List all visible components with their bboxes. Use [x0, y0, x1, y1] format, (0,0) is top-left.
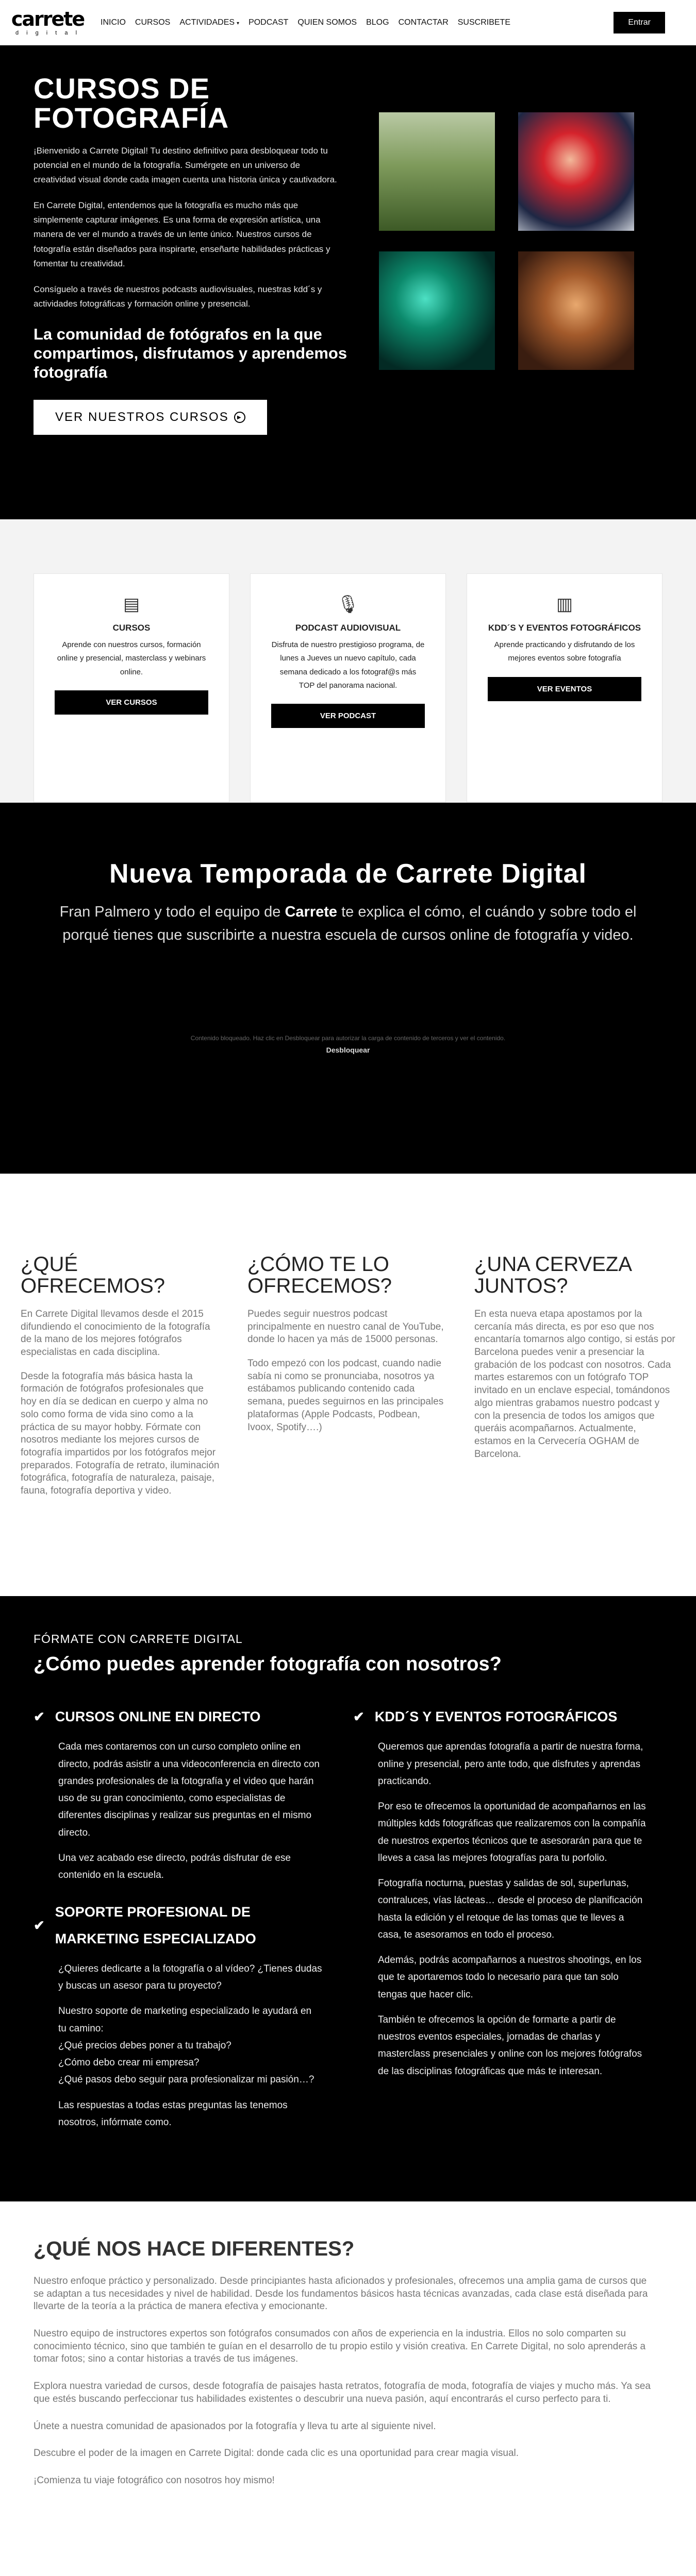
different-p3: Explora nuestra variedad de cursos, desde fotografía de paisajes hasta retratos, fotografía de moda, fotografía de viajes y mucho más. Ya sea que estés buscando perfeccionar tus habilidades existentes o descubrir una nueva pasión, aquí encontrarás el curso perfecto para ti.: [34, 2381, 651, 2404]
offer-how-title: ¿CÓMO TE LO OFRECEMOS?: [247, 1253, 392, 1297]
aurora-photo: [379, 251, 495, 370]
view-courses-card-button[interactable]: VER CURSOS: [55, 690, 208, 715]
different-p1: Nuestro enfoque práctico y personalizado. Desde principiantes hasta aficionados y profesionales, ofrecemos una amplia gama de cursos que se adaptan a tus necesidades y nivel de habilidad. Desde los fundamentos básicos hasta técnicas avanzadas, cada clase está diseñada para llevarte de la teoría a la práctica de manera efectiva y emocionante.: [34, 2276, 648, 2312]
learn-events-p1: Queremos que aprendas fotografía a partir de nuestra forma, online y presencial, pero ante todo, que disfrutes y aprendas practicando.: [378, 1741, 643, 1787]
offer-what-p2: Desde la fotografía más básica hasta la formación de fotógrafos profesionales que hoy en día se dedican en cuerpo y alma no solo como forma de vida sino como a la práctica de su mayor hobby. Fórmate con nosotros mediante los mejores cursos de fotografía impartidos por los fotógrafos mejor preparados. Fotografía de retrato, iluminación fotográfica, fotografía de naturaleza, paisaje, fauna, fotografía deportiva y video.: [21, 1370, 220, 1496]
offer-how-p1: Puedes seguir nuestros podcast principalmente en nuestro canal de YouTube, donde lo hacen ya más de 15000 personas.: [247, 1309, 444, 1345]
card-courses: [34, 573, 229, 803]
check-icon: ✔: [34, 1917, 45, 1933]
learn-events-p4: Además, podrás acompañarnos a nuestros shootings, en los que te aportaremos todo lo necesario para que tan solo tengas que hacer clic.: [378, 1955, 642, 2000]
learn-marketing-p1: ¿Quieres dedicarte a la fotografía o al vídeo? ¿Tienes dudas y buscas un asesor para tu proyecto?: [58, 1963, 322, 1992]
nav-item-contactar[interactable]: CONTACTAR: [398, 18, 449, 27]
nav-item-inicio[interactable]: INICIO: [101, 18, 126, 27]
view-courses-button[interactable]: [34, 400, 267, 435]
card-courses-title: CURSOS: [112, 623, 151, 633]
different-p4: Únete a nuestra comunidad de apasionados por la fotografía y lleva tu arte al siguiente nivel.: [34, 2420, 436, 2432]
video-text-before: Fran Palmero y todo el equipo de: [59, 904, 285, 920]
card-events-title: KDD´S Y EVENTOS FOTOGRÁFICOS: [488, 623, 641, 633]
hero-title: CURSOS DE FOTOGRAFÍA: [34, 72, 229, 134]
nav-item-suscribete[interactable]: SUSCRIBETE: [457, 18, 510, 27]
login-button[interactable]: Entrar: [614, 12, 665, 33]
offer-section: [0, 1174, 696, 1596]
learn-title: ¿Cómo puedes aprender fotografía con nosotros?: [34, 1653, 502, 1675]
offer-beer-title: ¿UNA CERVEZA JUNTOS?: [474, 1253, 631, 1297]
hero-subtitle: La comunidad de fotógrafos en la que compartimos, disfrutamos y aprendemos fotografía: [34, 325, 347, 382]
card-podcast: [250, 573, 446, 803]
site-logo[interactable]: [10, 9, 85, 36]
nav-item-actividades[interactable]: [179, 18, 239, 27]
hero-paragraph-2: En Carrete Digital, entendemos que la fotografía es mucho más que simplemente capturar imágenes. Es una forma de expresión artística, una manera de ver el mundo a través de un lente único. Nuestros cursos de fotografía están diseñados para inspirarte, enseñarte habilidades prácticas y fomentar tu creatividad.: [34, 200, 330, 268]
learn-events-p3: Fotografía nocturna, puestas y salidas de sol, superlunas, contraluces, vías lácteas… desde el proceso de planificación hasta la edición y el retoque de las tomas que te lleves a casa, te asesoramos en todo el proceso.: [378, 1878, 643, 1940]
video-section: [0, 803, 696, 1174]
nav-item-blog[interactable]: BLOG: [366, 18, 389, 27]
check-icon: ✔: [353, 1708, 364, 1724]
document-icon: ▤: [123, 595, 140, 614]
services-section: [0, 519, 696, 803]
check-icon: ✔: [34, 1708, 45, 1724]
classic-section: [0, 2572, 696, 2576]
logo-word: carrete: [11, 7, 85, 30]
microphone-icon: 🎙: [337, 595, 359, 614]
chevron-down-icon: ▾: [237, 20, 240, 26]
card-events: [467, 573, 662, 803]
view-events-button[interactable]: VER EVENTOS: [488, 677, 641, 701]
learn-marketing-p2: Nuestro soporte de marketing especializado le ayudará en tu camino: ¿Qué precios debes poner a tu trabajo? ¿Cómo debo crear mi empresa? ¿Qué pasos debo seguir para profesionalizar mi pasión…?: [58, 2006, 314, 2086]
athlete-photo: [518, 112, 634, 231]
offer-column-beer: [474, 1253, 675, 1596]
learn-events-heading: [353, 1704, 647, 1730]
learn-right-column: [353, 1688, 647, 2131]
card-events-text: Aprende practicando y disfrutando de los mejores eventos sobre fotografía: [494, 640, 635, 663]
nav-item-actividades-label: ACTIVIDADES: [179, 18, 235, 27]
hero-paragraph-1: ¡Bienvenido a Carrete Digital! Tu destino definitivo para desbloquear todo tu potencial en el mundo de la fotografía. Sumérgete en un universo de creatividad visual donde cada imagen cuenta una historia única y cautivadora.: [34, 146, 337, 185]
different-p6: ¡Comienza tu viaje fotográfico con nosotros hoy mismo!: [34, 2475, 275, 2486]
learn-events-title: KDD´S Y EVENTOS FOTOGRÁFICOS: [374, 1709, 618, 1724]
card-courses-text: Aprende con nuestros cursos, formación online y presencial, masterclass y webinars online.: [57, 640, 206, 676]
view-courses-label: VER NUESTROS CURSOS: [55, 410, 229, 425]
offer-column-what: [21, 1253, 222, 1596]
logo-subtitle: d i g i t a l: [15, 29, 80, 36]
nav-item-cursos[interactable]: CURSOS: [135, 18, 171, 27]
card-podcast-text: Disfruta de nuestro prestigioso programa, de lunes a Jueves un nuevo capítulo, cada semana dedicado a los fotograf@s más TOP del panorama nacional.: [271, 640, 425, 690]
unblock-button[interactable]: Desbloquear: [326, 1045, 370, 1054]
offer-beer-p1: En esta nueva etapa apostamos por la cercanía más directa, es por eso que nos encantaría tomarnos algo contigo, si estás por Barcelona puedes venir a presenciar la grabación de los podcast con nosotros. Cada martes estaremos con un fotógrafo TOP invitado en un enclave especial, tomándonos algo mientras grabamos nuestro podcast y con la presencia de todos los amigos que queráis acompañarnos. Actualmente, estamos en la Cervecería OGHAM de Barcelona.: [474, 1309, 675, 1460]
main-menu: [101, 18, 510, 27]
learn-grid: [34, 1688, 696, 2131]
offer-column-how: [247, 1253, 449, 1596]
different-p5: Descubre el poder de la imagen en Carrete Digital: donde cada clic es una oportunidad para crear magia visual.: [34, 2448, 519, 2459]
mug-icon: ▥: [556, 595, 573, 614]
learn-kicker: FÓRMATE CON CARRETE DIGITAL: [34, 1632, 243, 1646]
learn-section: [0, 1596, 696, 2201]
offer-how-p2: Todo empezó con los podcast, cuando nadie sabía ni como se pronunciaba, nosotros ya estábamos publicando contenido cada semana, puedes seguirnos en las principales plataformas (Apple Podcasts, Podbean, Ivoox, Spotify….): [247, 1358, 444, 1433]
learn-online-heading: [34, 1704, 322, 1730]
card-podcast-title: PODCAST AUDIOVISUAL: [295, 623, 401, 633]
hero-paragraph-3: Consíguelo a través de nuestros podcasts audiovisuales, nuestras kdd´s y actividades fotográficas y formación online y presencial.: [34, 284, 322, 309]
learn-online-title: CURSOS ONLINE EN DIRECTO: [55, 1709, 261, 1724]
offer-what-title: ¿QUÉ OFRECEMOS?: [21, 1253, 165, 1297]
different-title: ¿QUÉ NOS HACE DIFERENTES?: [34, 2238, 355, 2260]
play-circle-icon: ▶: [234, 412, 245, 423]
learn-events-p2: Por eso te ofrecemos la oportunidad de acompañarnos en las múltiples kdds fotográficas que realizaremos con la compañía de nuestros expertos técnicos que te asesorarán para que te lleves a casa las mejores fotografías para tu porfolio.: [378, 1801, 646, 1863]
video-text-brand: Carrete: [285, 904, 338, 920]
different-section: [0, 2201, 696, 2572]
top-navigation: [0, 0, 696, 45]
learn-left-column: [34, 1688, 322, 2131]
embed-blocked-note: Contenido bloqueado. Haz clic en Desbloquear para autorizar la carga de contenido de terceros y ver el contenido.: [190, 1034, 506, 1042]
learn-marketing-title: SOPORTE PROFESIONAL DE MARKETING ESPECIALIZADO: [55, 1904, 256, 1946]
view-podcast-button[interactable]: VER PODCAST: [271, 704, 425, 728]
child-portrait-photo: [518, 251, 634, 370]
learn-marketing-heading: [34, 1899, 322, 1952]
nav-item-podcast[interactable]: PODCAST: [248, 18, 289, 27]
hero-section: [0, 45, 696, 519]
bird-photo: [379, 112, 495, 231]
offer-what-p1: En Carrete Digital llevamos desde el 2015 difundiendo el conocimiento de la fotografía de la mano de los mejores fotógrafos especialistas en cada disciplina.: [21, 1309, 210, 1358]
learn-online-p1: Cada mes contaremos con un curso completo online en directo, podrás asistir a una videoconferencia en directo con grandes profesionales de la fotografía y el video que harán uso de su gran conocimiento, como especialistas de diferentes disciplinas y realizar sus preguntas en el mismo directo.: [58, 1741, 320, 1838]
learn-events-p5: También te ofrecemos la opción de formarte a partir de nuestros eventos especiales, jornadas de charlas y masterclass presenciales y online con los mejores fotógrafos de las disciplinas fotográficas que más te interesan.: [378, 2014, 642, 2077]
hero-gallery: [379, 112, 657, 380]
learn-marketing-p3: Las respuestas a todas estas preguntas las tenemos nosotros, infórmate como.: [58, 2099, 288, 2128]
nav-item-quien-somos[interactable]: QUIEN SOMOS: [297, 18, 357, 27]
learn-online-p2: Una vez acabado ese directo, podrás disfrutar de ese contenido en la escuela.: [58, 1852, 291, 1881]
video-title: Nueva Temporada de Carrete Digital: [109, 859, 587, 889]
video-text-after: te explica el cómo, el cuándo y sobre todo el porqué tienes que suscribirte a nuestra escuela de cursos online de fotografía y video.: [62, 904, 637, 943]
video-description: [57, 901, 639, 947]
different-p2: Nuestro equipo de instructores expertos son fotógrafos consumados con años de experiencia en la industria. Ellos no solo comparten su conocimiento técnico, sino que también te guían en el desarrollo de tu propio estilo y visión creativa. En Carrete Digital, no solo aprenderás a tomar fotos; sino a contar historias a través de tus imágenes.: [34, 2328, 646, 2365]
